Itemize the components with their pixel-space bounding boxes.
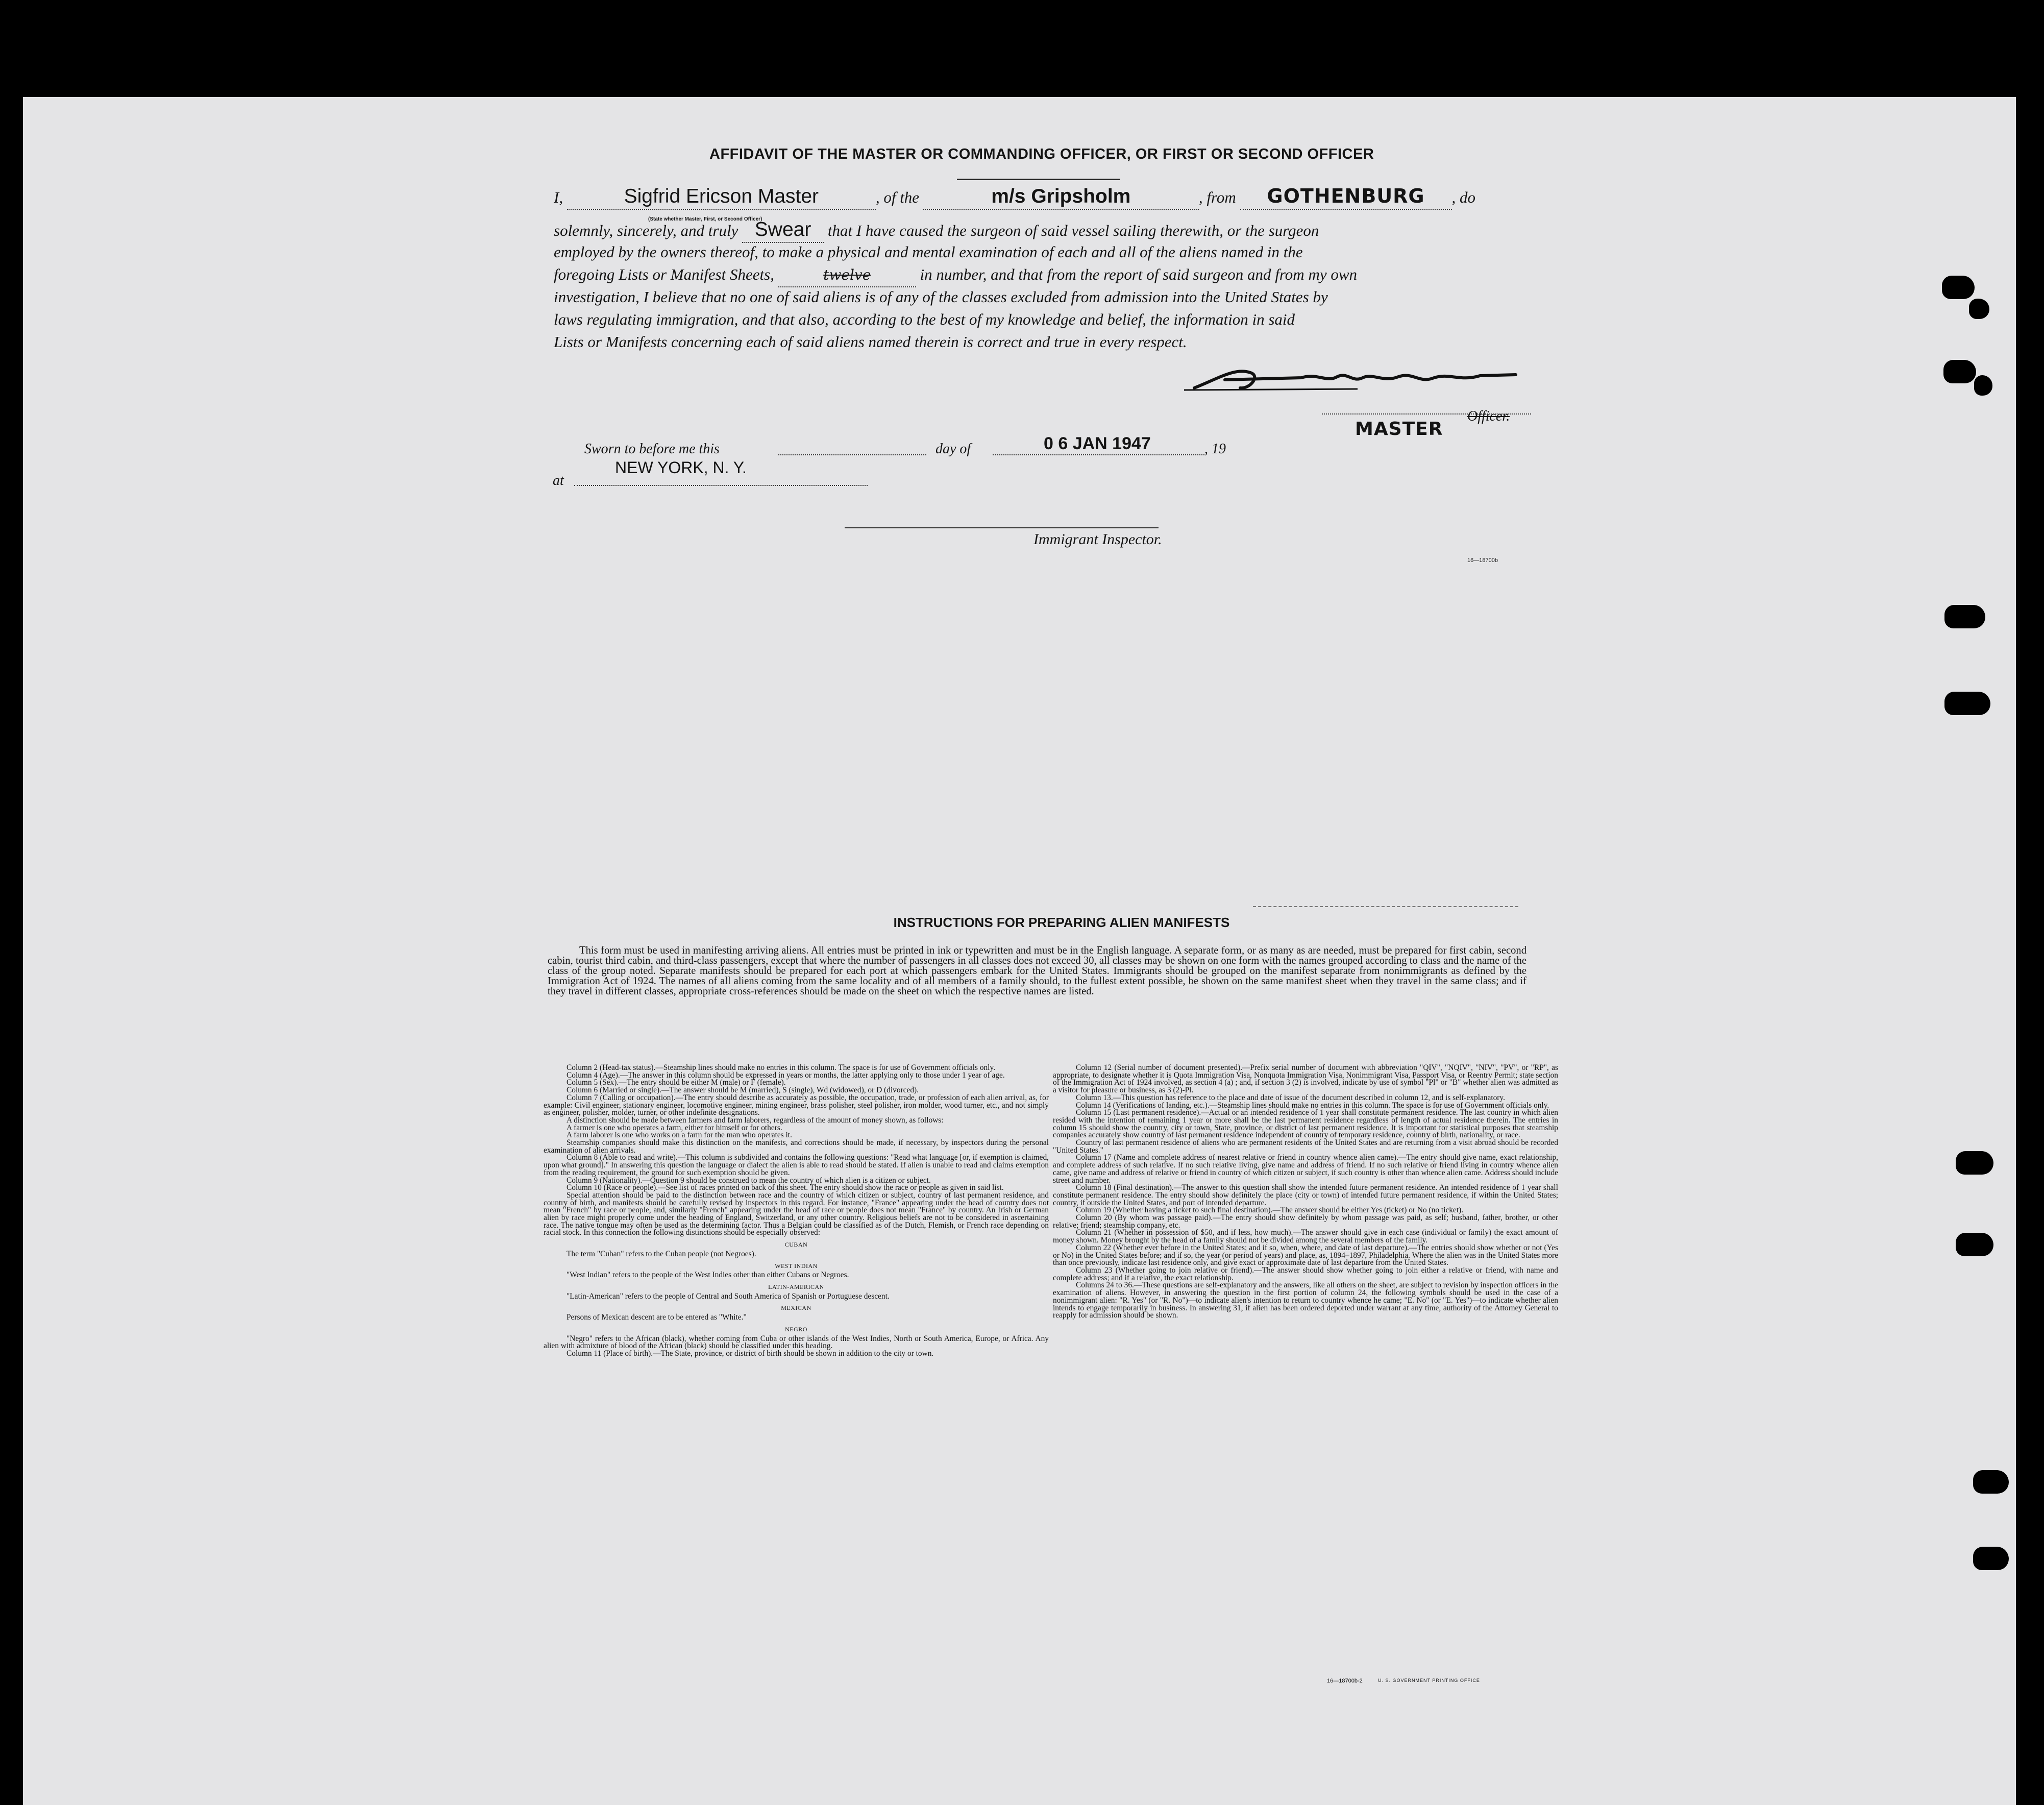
right-para: Column 22 (Whether ever before in the United States; and if so, when, where, and date of last departure).—The entries should show whether or not (Yes or No) in the United States before; and if so, the year (or period of years) and place, as, 1894–1897, Philadelphia. Where the alien was in the United States more than once previously, indicate last residence only, and give exact or approximate date of last departure from the United States. <box>1053 1243 1558 1267</box>
line4-start: foregoing Lists or Manifest Sheets, <box>554 265 774 283</box>
affidavit-line-6: laws regulating immigration, and that also, according to the best of my knowledge and belief, the information in said <box>554 310 1295 328</box>
oath-word: Swear <box>754 218 811 240</box>
affidavit-line-4 <box>554 263 1528 287</box>
punch-hole <box>1974 375 1992 396</box>
officer-name-field <box>567 185 876 210</box>
instructions-title: INSTRUCTIONS FOR PREPARING ALIEN MANIFESTS <box>893 915 1230 930</box>
line4-end: in number, and that from the report of said surgeon and from my own <box>920 265 1358 283</box>
signature <box>1174 357 1521 401</box>
inspector-label: Immigrant Inspector. <box>1033 531 1162 548</box>
left-para: Column 2 (Head-tax status).—Steamship lines should make no entries in this column. The space is for use of Government officials only. <box>567 1063 996 1072</box>
officer-name: Sigfrid Ericson Master <box>624 185 819 207</box>
left-para: A distinction should be made between farmers and farm laborers, regardless of the amount of money shown, as follows: <box>567 1115 944 1125</box>
left-para: Column 11 (Place of birth).—The State, province, or district of birth should be shown in addition to the city or town. <box>567 1349 934 1358</box>
punch-hole <box>1944 605 1985 628</box>
instructions-left-column <box>544 1064 1049 1358</box>
right-para: Column 18 (Final destination).—The answer to this question shall show the intended future permanent residence. An intended residence of 1 year shall constitute permanent residence. The entry should show definitely the place (city or town) of intended future permanent residence, if within the United States; country, if outside the United States, and port of intended departure. <box>1053 1183 1558 1207</box>
left-para: Column 10 (Race or people).—See list of races printed on back of this sheet. The entry should show the race or people as given in said list. <box>567 1183 1004 1192</box>
date-stamp: 0 6 JAN 1947 <box>1044 434 1151 453</box>
footer-form-number: 16—18700b-2 <box>1327 1678 1363 1684</box>
master-stamp: MASTER <box>1355 419 1443 440</box>
affidavit-title: AFFIDAVIT OF THE MASTER OR COMMANDING OFFICER, OR FIRST OR SECOND OFFICER <box>709 146 1374 162</box>
affidavit-line-5: investigation, I believe that no one of said aliens is of any of the classes excluded from admission into the United States by <box>554 288 1328 306</box>
label-i: I, <box>554 188 563 206</box>
affidavit-line-3: employed by the owners thereof, to make a physical and mental examination of each and all of the aliens named in the <box>554 243 1303 261</box>
state-note: (State whether Master, First, or Second Officer) <box>648 216 762 222</box>
race-text: Persons of Mexican descent are to be entered as "White." <box>567 1313 747 1322</box>
at-label: at <box>553 473 564 489</box>
race-heading: MEXICAN <box>781 1304 811 1312</box>
oath-field <box>742 218 824 243</box>
race-heading: WEST INDIAN <box>775 1262 818 1270</box>
affidavit-line-1 <box>554 185 1528 210</box>
vessel-field <box>923 185 1199 210</box>
race-heading: NEGRO <box>785 1325 807 1333</box>
left-para: Column 6 (Married or single).—The answer should be M (married), S (single), Wd (widowed), or D (divorced). <box>567 1086 919 1095</box>
punch-hole <box>1973 1547 2009 1570</box>
inspector-line <box>845 527 1159 528</box>
left-para: A farm laborer is one who works on a farm for the man who operates it. <box>567 1131 792 1140</box>
place: NEW YORK, N. Y. <box>615 458 747 477</box>
right-para: Country of last permanent residence of aliens who are permanent residents of the United States and are returning from a visit abroad should be recorded "United States." <box>1053 1138 1558 1155</box>
instructions-right-column <box>1053 1064 1558 1320</box>
right-para: Columns 24 to 36.—These questions are self-explanatory and the answers, like all others on the sheet, are subject to revision by inspection officers in the examination of aliens. However, in answering the question in the first portion of column 24, the following symbols should be used in the case of a nonimmigrant alien: "R. Yes" (or "R. No")—to indicate alien's intention to return to country whence he came; "E. No" (or "E. Yes")—to indicate whether alien intends to engage temporarily in business. In answering 31, if alien has been ordered deported under warrant at any time, authority of the Attorney General to reapply for admission should be shown. <box>1053 1281 1558 1320</box>
port-field <box>1240 185 1452 210</box>
form-number: 16—18700b <box>1467 557 1498 564</box>
left-para: Column 4 (Age).—The answer in this column should be expressed in years or months, the latter applying only to those under 1 year of age. <box>567 1070 1005 1080</box>
left-para: Steamship companies should make this distinction on the manifests, and corrections should be made, if necessary, by inspectors during the personal examination of alien arrivals. <box>544 1138 1049 1155</box>
punch-hole <box>1943 360 1976 383</box>
right-para: Column 23 (Whether going to join relative or friend).—The answer should show whether going to join either a relative or friend, with name and complete address; and if a relative, the exact relationship. <box>1053 1265 1558 1282</box>
year-prefix: , 19 <box>1204 441 1226 457</box>
right-para: Column 15 (Last permanent residence).—Actual or an intended residence of 1 year shall constitute permanent residence. The last country in which alien resided with the intention of remaining 1 year or more shall be the last permanent residence regardless of length of actual residence therein. The entries in column 15 should show the country, city or town, State, province, or district of last permanent residence. It is important for statistical purposes that steamship companies accurately show country of last permanent residence independent of country of temporary residence, country of birth, nationality, or race. <box>1053 1108 1558 1140</box>
race-heading: LATIN-AMERICAN <box>768 1283 824 1290</box>
punch-hole <box>1942 276 1975 299</box>
officer-label: Officer. <box>1467 408 1510 424</box>
left-para: Column 5 (Sex).—The entry should be either M (male) or F (female). <box>567 1078 786 1087</box>
line2-start: solemnly, sincerely, and truly <box>554 222 738 239</box>
label-do: , do <box>1451 188 1475 206</box>
right-para: Column 19 (Whether having a ticket to such final destination).—The answer should be either Yes (ticket) or No (no ticket). <box>1076 1206 1464 1215</box>
faint-dashed-rule <box>1253 906 1518 907</box>
left-para: A farmer is one who operates a farm, either for himself or for others. <box>567 1123 782 1132</box>
punch-hole <box>1969 299 1989 319</box>
vessel-name: m/s Gripsholm <box>991 185 1131 207</box>
label-from: , from <box>1198 188 1236 206</box>
race-text: The term "Cuban" refers to the Cuban people (not Negroes). <box>567 1249 756 1258</box>
instructions-intro: This form must be used in manifesting arriving aliens. All entries must be printed in ink or typewritten and must be in the English language. A separate form, or as many as are needed, must be prepared for first cabin, second cabin, tourist third cabin, and third-class passengers, except that where the number of passengers in all classes does not exceed 30, all classes may be shown on one form with the names grouped according to class and the name of the class of the group noted. Separate manifests should be prepared for each port at which passengers embark for the United States. Immigrants should be grouped on the manifest separate from nonimmigrants as defined by the Immigration Act of 1924. The names of all aliens coming from the same locality and of all members of a family should, to the fullest extent possible, be shown on the same manifest sheet when they travel in the same class; and if they travel in different classes, appropriate cross-references should be made on the sheet on which the respective names are listed. <box>548 945 1526 997</box>
punch-hole <box>1973 1470 2009 1494</box>
right-para: Column 12 (Serial number of document presented).—Prefix serial number of document with abbreviation "QIV", "NQIV", "NIV", "PV", or "RP", as appropriate, to designate whether it is Quota Immigration Visa, Nonquota Immigration Visa, Nonimmigrant Visa, Passport Visa, or Reentry Permit; state section of the Immigration Act of 1924 involved, as section 4 (a) ; and, if section 3 (2) is involved, indicate by use of symbol "Pl" or "B" whether alien was admitted as a visitor for pleasure or business, as 3 (2)-Pl. <box>1053 1063 1558 1095</box>
right-para: Column 20 (By whom was passage paid).—The entry should show definitely by whom passage was paid, as self; husband, father, brother, or other relative; friend; steamship company, etc. <box>1053 1213 1558 1230</box>
line2-end: that I have caused the surgeon of said vessel sailing therewith, or the surgeon <box>827 222 1319 239</box>
affidavit-line-7: Lists or Manifests concerning each of said aliens named therein is correct and true in every respect. <box>554 333 1187 351</box>
punch-hole <box>1956 1233 1993 1256</box>
right-para: Column 17 (Name and complete address of nearest relative or friend in country whence alien came).—The entry should give name, exact relationship, and complete address of such relative. If no such relative living, give name and address of friend. If no such relative or friend living in country whence alien came, give name and address of relative or friend in country of which citizen or subject, if such country is other than whence alien came. Address should include street and number. <box>1053 1153 1558 1185</box>
number-handwritten: twelve <box>823 266 871 283</box>
signature-scrawl <box>1174 357 1521 398</box>
right-para: Column 14 (Verifications of landing, etc.).—Steamship lines should make no entries in this column. The space is for use of Government officials only. <box>1076 1101 1549 1110</box>
label-of-the: , of the <box>875 188 920 206</box>
title-rule <box>957 179 1120 180</box>
sworn-day-line <box>778 454 926 455</box>
left-para: Column 9 (Nationality).—Question 9 should be construed to mean the country of which alien is a citizen or subject. <box>567 1176 931 1185</box>
right-para: Column 13.—This question has reference to the place and date of issue of the document described in column 12, and is self-explanatory. <box>1076 1093 1505 1102</box>
left-para: Column 8 (Able to read and write).—This column is subdivided and contains the following questions: "Read what language [or, if exemption is claimed, upon what ground]." In answering this question the language or dialect the alien is able to read should be stated. If alien is unable to read and claims exemption from the reading requirement, the ground for such exemption should be given. <box>544 1153 1049 1177</box>
number-field <box>778 263 916 287</box>
punch-hole <box>1956 1151 1993 1175</box>
race-text: "Negro" refers to the African (black), whether coming from Cuba or other islands of the West Indies, North or South America, Europe, or Africa. Any alien with admixture of blood of the African (black) should be classified under this heading. <box>544 1334 1049 1351</box>
day-of-label: day of <box>935 441 971 457</box>
affidavit-line-2 <box>554 218 1528 243</box>
footer-printing-office: U. S. GOVERNMENT PRINTING OFFICE <box>1378 1678 1480 1683</box>
port-name: GOTHENBURG <box>1267 185 1425 207</box>
place-line <box>574 485 868 486</box>
punch-hole <box>1944 692 1990 715</box>
sworn-label: Sworn to before me this <box>584 441 720 457</box>
race-text: "Latin-American" refers to the people of Central and South America of Spanish or Portuguese descent. <box>567 1291 890 1301</box>
left-para: Special attention should be paid to the distinction between race and the country of which citizen or subject, country of last permanent residence, and country of birth, and manifests should be carefully revised by inspectors in this regard. For instance, "France" appearing under the head of country does not mean "French" by race or people, and, similarly "French" appearing under the head of race or people does not mean "France" by country. An Irish or German alien by race might properly come under the heading of England, Switzerland, or any other country. Religious beliefs are not to be considered in ascertaining race. The native tongue may often be used as the determining factor. Thus a Belgian could be classified as of the Dutch, Flemish, or French race depending on racial stock. In this connection the following distinctions should be especially observed: <box>544 1190 1049 1237</box>
right-para: Column 21 (Whether in possession of $50, and if less, how much).—The answer should give in each case (individual or family) the exact amount of money shown. Money brought by the head of a family should not be divided among the several members of the family. <box>1053 1228 1558 1245</box>
date-line <box>993 454 1204 455</box>
race-heading: CUBAN <box>784 1241 808 1249</box>
left-para: Column 7 (Calling or occupation).—The entry should describe as accurately as possible, the occupation, trade, or profession of each alien arrival, as, for example: Civil engineer, stationary engineer, locomotive engineer, mining engineer, brass polisher, steel polisher, iron molder, wood turner, etc., and not simply as engineer, polisher, molder, turner, or other indefinite designations. <box>544 1093 1049 1117</box>
race-text: "West Indian" refers to the people of the West Indies other than either Cubans or Negroes. <box>567 1271 849 1280</box>
